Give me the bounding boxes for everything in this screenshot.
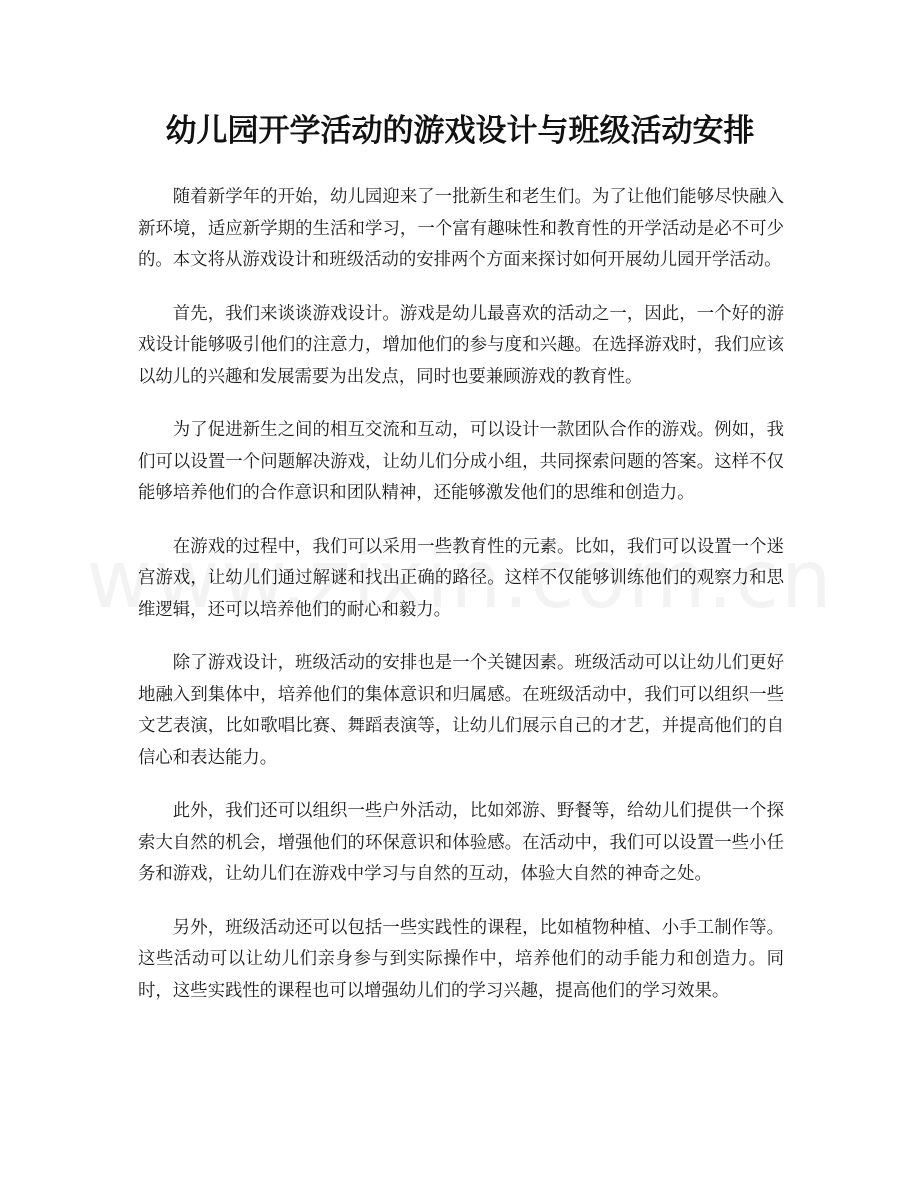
document-body	[138, 182, 784, 1029]
paragraph-outdoor-activities: 此外，我们还可以组织一些户外活动，比如郊游、野餐等，给幼儿们提供一个探索大自然的机会，增强他们的环保意识和体验感。在活动中，我们可以设置一些小任务和游戏，让幼儿们在游戏中学习与自然的互动，体验大自然的神奇之处。	[138, 801, 784, 884]
paragraph-game-design: 首先，我们来谈谈游戏设计。游戏是幼儿最喜欢的活动之一，因此，一个好的游戏设计能够吸引他们的注意力，增加他们的参与度和兴趣。在选择游戏时，我们应该以幼儿的兴趣和发展需要为出发点，同时也要兼顾游戏的教育性。	[138, 303, 784, 387]
paragraph-class-activities: 除了游戏设计，班级活动的安排也是一个关键因素。班级活动可以让幼儿们更好地融入到集体中，培养他们的集体意识和归属感。在班级活动中，我们可以组织一些文艺表演，比如歌唱比赛、舞蹈表演等，让幼儿们展示自己的才艺，并提高他们的自信心和表达能力。	[138, 653, 784, 768]
paragraph-intro: 随着新学年的开始，幼儿园迎来了一批新生和老生们。为了让他们能够尽快融入新环境，适应新学期的生活和学习，一个富有趣味性和教育性的开学活动是必不可少的。本文将从游戏设计和班级活动的安排两个方面来探讨如何开展幼儿园开学活动。	[138, 187, 784, 270]
paragraph-team-game: 为了促进新生之间的相互交流和互动，可以设计一款团队合作的游戏。例如，我们可以设置一个问题解决游戏，让幼儿们分成小组，共同探索问题的答案。这样不仅能够培养他们的合作意识和团队精神，还能够激发他们的思维和创造力。	[138, 420, 784, 503]
paragraph-educational-elements: 在游戏的过程中，我们可以采用一些教育性的元素。比如，我们可以设置一个迷宫游戏，让幼儿们通过解谜和找出正确的路径。这样不仅能够训练他们的观察力和思维逻辑，还可以培养他们的耐心和毅力。	[138, 536, 784, 620]
document-title: 幼儿园开学活动的游戏设计与班级活动安排	[165, 113, 755, 149]
paragraph-practical-courses: 另外，班级活动还可以包括一些实践性的课程，比如植物种植、小手工制作等。这些活动可以让幼儿们亲身参与到实际操作中，培养他们的动手能力和创造力。同时，这些实践性的课程也可以增强幼儿们的学习兴趣，提高他们的学习效果。	[138, 917, 784, 1001]
